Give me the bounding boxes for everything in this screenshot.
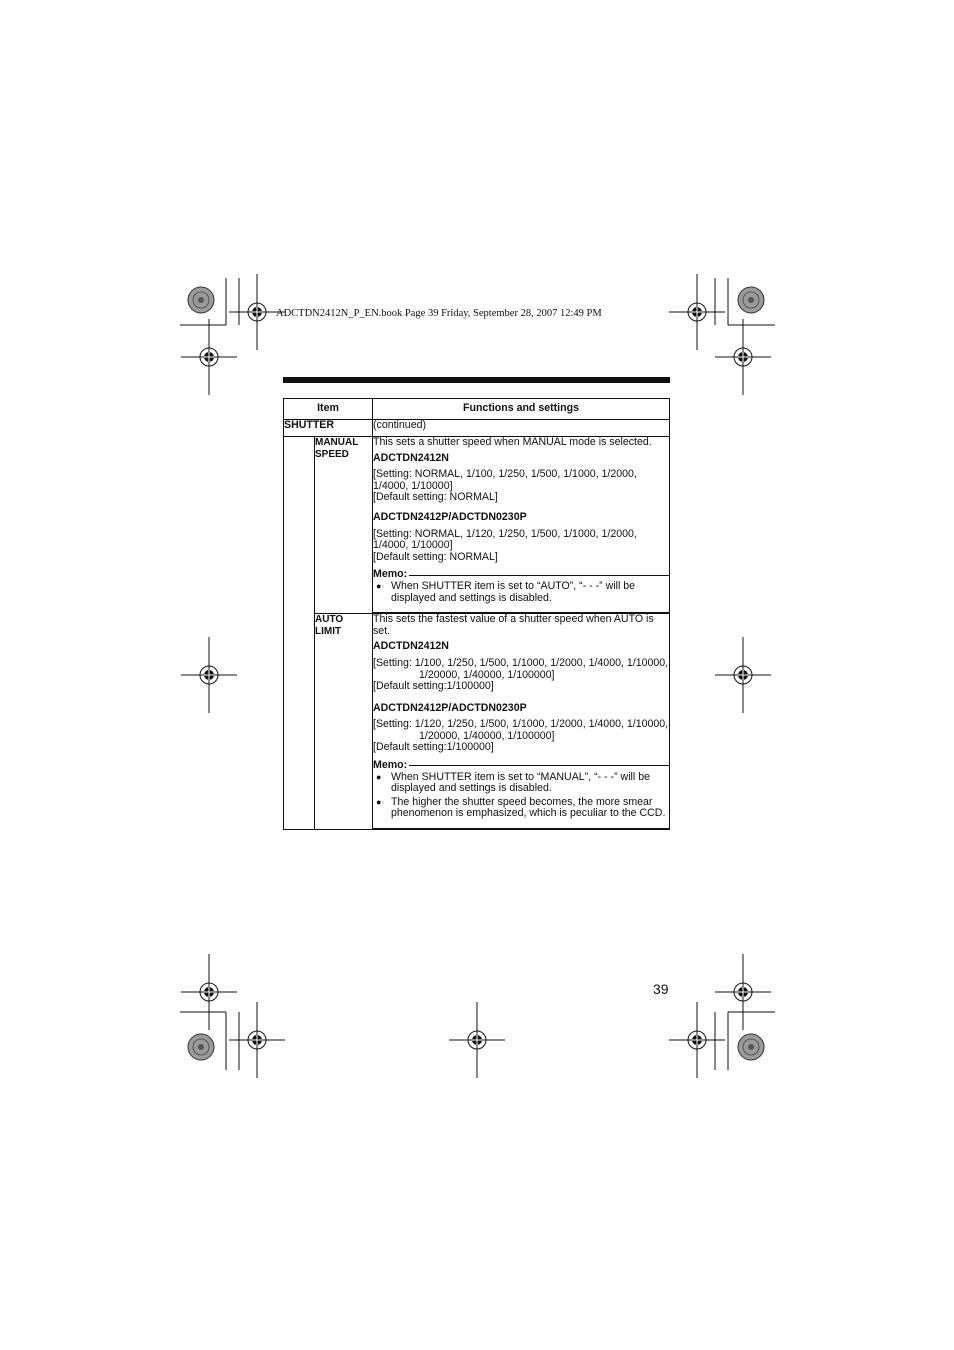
- item-label-line: LIMIT: [315, 625, 342, 637]
- page-number: 39: [653, 981, 669, 997]
- table-row-auto-limit: [284, 614, 670, 830]
- bullet-icon: ●: [376, 771, 382, 782]
- setting-values: [Setting: 1/100, 1/250, 1/500, 1/1000, 1/2000, 1/4000, 1/10000, 1/20000, 1/40000, 1/100000]: [373, 656, 669, 681]
- default-setting: [Default setting:1/100000]: [373, 741, 494, 754]
- memo-end-rule: [373, 828, 669, 829]
- setting-values: [Setting: NORMAL, 1/100, 1/250, 1/500, 1/1000, 1/2000, 1/4000, 1/10000]: [373, 468, 637, 492]
- table-row-shutter: [284, 420, 670, 437]
- item-manual-speed: [315, 437, 373, 614]
- shutter-continued-note: (continued): [373, 420, 670, 437]
- memo-text: When SHUTTER item is set to “MANUAL”, “- - -” will be displayed and settings is disabled.: [391, 770, 650, 795]
- table-row-manual-speed: [284, 437, 670, 614]
- model-name: ADCTDN2412N: [373, 640, 449, 653]
- file-info-header: ADCTDN2412N_P_EN.book Page 39 Friday, September 28, 2007 12:49 PM: [276, 308, 602, 319]
- item-label-line: AUTO: [315, 614, 344, 626]
- indent-cell: [284, 614, 315, 830]
- model-name: ADCTDN2412P/ADCTDN0230P: [373, 510, 527, 523]
- memo-title: Memo:: [373, 759, 408, 772]
- column-header-functions: Functions and settings: [373, 399, 670, 420]
- settings-table: [283, 398, 670, 830]
- memo-item: [373, 772, 669, 795]
- model-name: ADCTDN2412P/ADCTDN0230P: [373, 701, 527, 714]
- color-target-icon: [188, 1034, 214, 1060]
- default-setting: [Default setting: NORMAL]: [373, 550, 498, 563]
- column-header-item: Item: [284, 399, 373, 420]
- color-target-icon: [188, 287, 214, 313]
- description: This sets the fastest value of a shutter speed when AUTO is set.: [373, 613, 654, 637]
- memo-text: The higher the shutter speed becomes, the more smear phenomenon is emphasized, which is peculiar to the CCD.: [391, 795, 666, 820]
- color-target-icon: [738, 287, 764, 313]
- table-header-row: [284, 399, 670, 420]
- section-rule: [283, 377, 670, 383]
- model-name: ADCTDN2412N: [373, 451, 449, 464]
- color-target-icon: [738, 1034, 764, 1060]
- memo-item: [373, 797, 669, 820]
- default-setting: [Default setting: NORMAL]: [373, 491, 498, 504]
- memo-rule: [409, 765, 669, 766]
- auto-limit-functions: [373, 614, 670, 830]
- item-shutter: SHUTTER: [284, 420, 373, 437]
- memo-rule: [409, 575, 669, 576]
- description: This sets a shutter speed when MANUAL mode is selected.: [373, 436, 652, 448]
- bullet-icon: ●: [376, 796, 382, 807]
- memo-heading: [373, 760, 669, 772]
- item-auto-limit: [315, 614, 373, 830]
- memo-text: When SHUTTER item is set to “AUTO”, “- - -” will be displayed and settings is disabled.: [391, 579, 636, 604]
- memo-item: [373, 581, 669, 604]
- indent-cell: [284, 437, 315, 614]
- setting-values: [Setting: NORMAL, 1/120, 1/250, 1/500, 1/1000, 1/2000, 1/4000, 1/10000]: [373, 527, 637, 552]
- setting-values: [Setting: 1/120, 1/250, 1/500, 1/1000, 1/2000, 1/4000, 1/10000, 1/20000, 1/40000, 1/100000]: [373, 718, 669, 742]
- memo-title: Memo:: [373, 568, 408, 581]
- item-label-line: SPEED: [315, 448, 349, 460]
- default-setting: [Default setting:1/100000]: [373, 680, 494, 693]
- item-label-line: MANUAL: [315, 437, 359, 448]
- manual-speed-functions: [373, 437, 670, 614]
- bullet-icon: ●: [376, 580, 382, 591]
